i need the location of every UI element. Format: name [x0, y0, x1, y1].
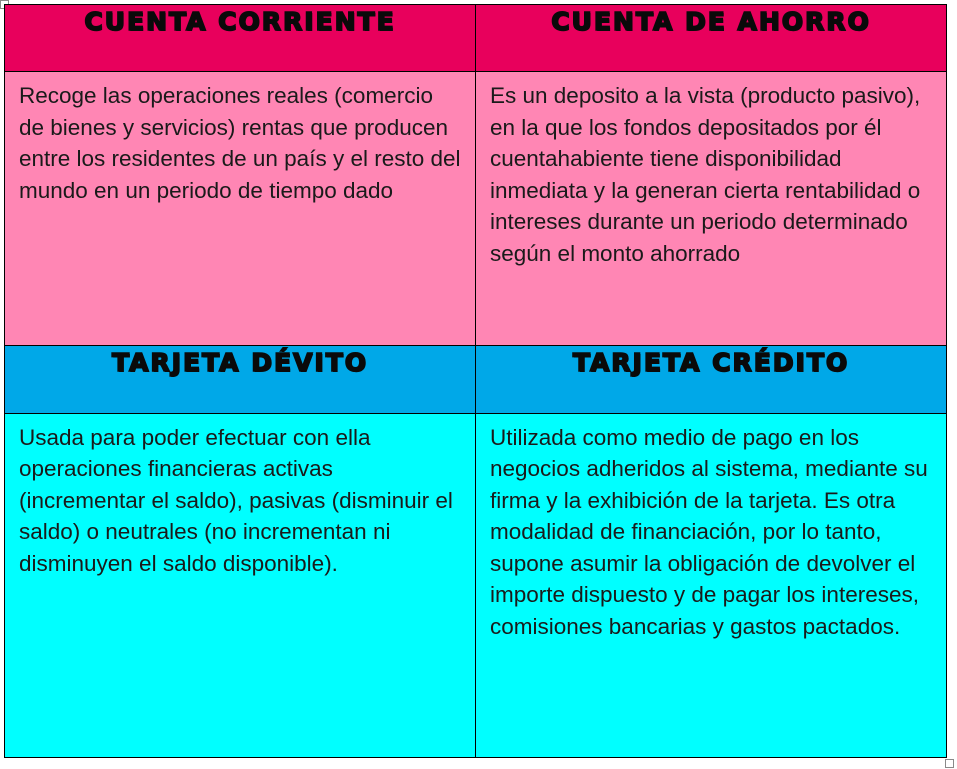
table-grid: [4, 4, 947, 758]
description-tarjeta-credito: Utilizada como medio de pago en los negocios adheridos al sistema, mediante su firma y la exhibición de la tarjeta. Es otra modalidad de financiación, por lo tanto, supone asumir la obligación de devolver el importe dispuesto y de pagar los intereses, comisiones bancarias y gastos pactados.: [490, 424, 928, 639]
body-cell-tarjeta-devito[interactable]: [5, 413, 476, 757]
header-cell-cuenta-corriente[interactable]: [5, 5, 476, 72]
description-cuenta-corriente: Recoge las operaciones reales (comercio de bienes y servicios) rentas que producen entre los residentes de un país y el resto del mundo en un periodo de tiempo dado: [19, 83, 461, 203]
table-row: [5, 72, 947, 346]
description-cuenta-de-ahorro: Es un deposito a la vista (producto pasivo), en la que los fondos depositados por él cuentahabiente tiene disponibilidad inmediata y la generan cierta rentabilidad o intereses durante un periodo determinado según el monto ahorrado: [490, 83, 921, 266]
body-cell-cuenta-corriente[interactable]: [5, 72, 476, 346]
description-tarjeta-devito: Usada para poder efectuar con ella operaciones financieras activas (incrementar el saldo), pasivas (disminuir el saldo) o neutrales (no incrementan ni disminuyen el saldo disponible).: [19, 424, 453, 576]
heading-cuenta-corriente: CUENTA CORRIENTE: [84, 7, 396, 36]
comparison-table: [4, 4, 946, 758]
heading-tarjeta-credito: TARJETA CRÉDITO: [572, 348, 850, 378]
table-row: [5, 5, 947, 72]
table-resize-handle-bottom-right[interactable]: [945, 759, 954, 768]
body-cell-tarjeta-credito[interactable]: [476, 413, 947, 757]
heading-cuenta-de-ahorro: CUENTA DE AHORRO: [551, 7, 871, 36]
header-cell-cuenta-de-ahorro[interactable]: [476, 5, 947, 72]
header-cell-tarjeta-devito[interactable]: [5, 346, 476, 413]
table-row: [5, 413, 947, 757]
body-cell-cuenta-de-ahorro[interactable]: [476, 72, 947, 346]
table-row: [5, 346, 947, 413]
heading-tarjeta-devito: TARJETA DÉVITO: [111, 348, 369, 378]
header-cell-tarjeta-credito[interactable]: [476, 346, 947, 413]
